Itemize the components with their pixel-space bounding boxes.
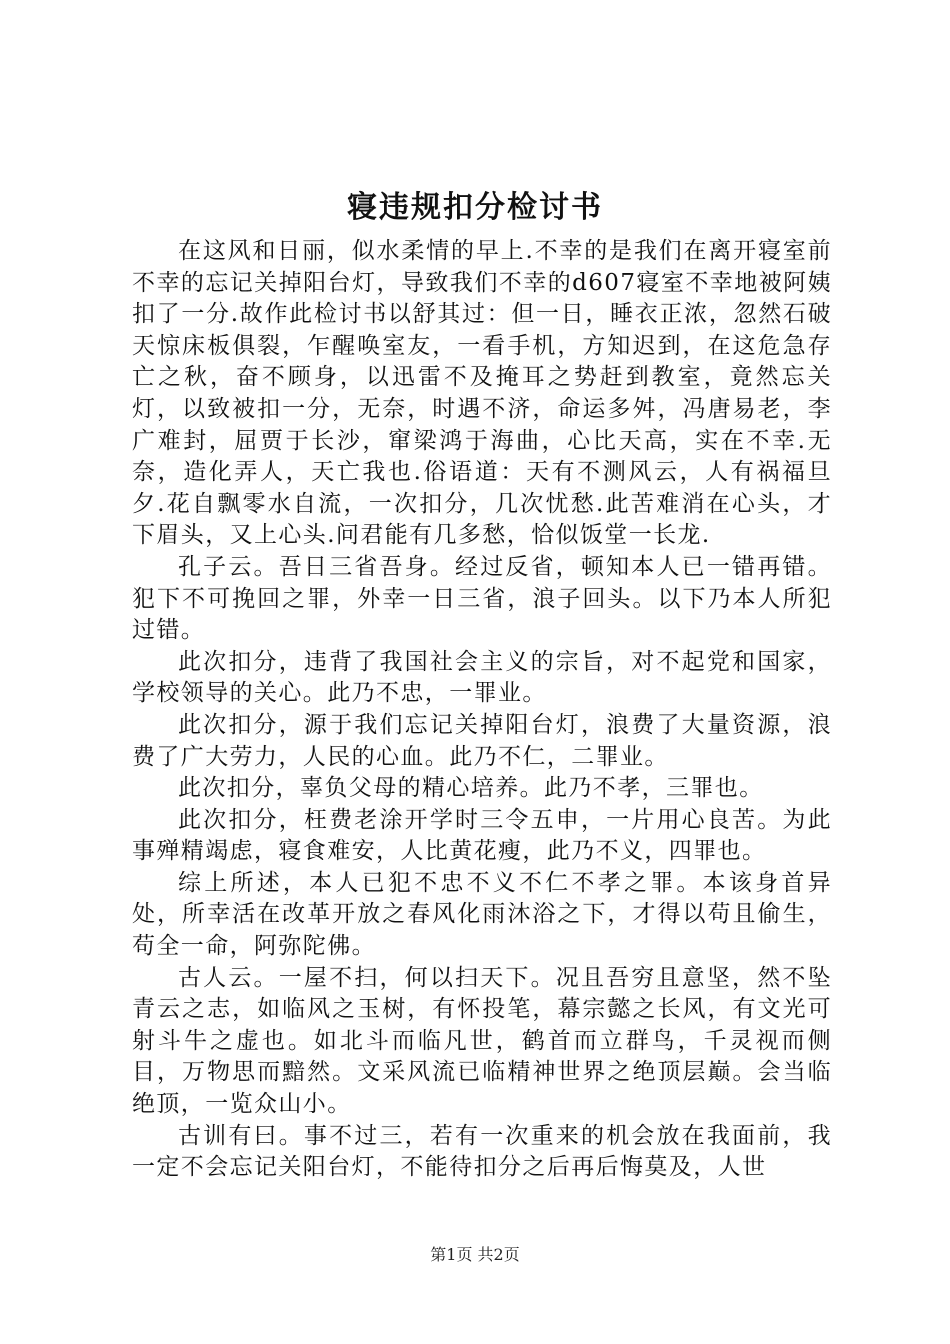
paragraph-4: 此次扣分，源于我们忘记关掉阳台灯，浪费了大量资源，浪费了广大劳力，人民的心血。此乃不仁，二罪业。 [132,711,832,770]
paragraph-6: 此次扣分，枉费老涂开学时三令五申，一片用心良苦。为此事殚精竭虑，寝食难安，人比黄花瘦，此乃不义，四罪也。 [132,806,832,865]
document-body [132,236,832,1184]
page-footer: 第1页 共2页 [430,1245,520,1264]
paragraph-2: 孔子云。吾日三省吾身。经过反省，顿知本人已一错再错。犯下不可挽回之罪，外幸一日三省，浪子回头。以下乃本人所犯过错。 [132,553,832,644]
paragraph-7: 综上所述，本人已犯不忠不义不仁不孝之罪。本该身首异处，所幸活在改革开放之春风化雨沐浴之下，才得以苟且偷生，苟全一命，阿弥陀佛。 [132,869,832,960]
paragraph-8: 古人云。一屋不扫，何以扫天下。况且吾穷且意坚，然不坠青云之志，如临风之玉树，有怀投笔，幕宗懿之长风，有文光可射斗牛之虚也。如北斗而临凡世，鹤首而立群鸟，千灵视而侧目，万物思而黯然。文采风流已临精神世界之绝顶层巅。会当临绝顶，一览众山小。 [132,964,832,1118]
paragraph-1: 在这风和日丽，似水柔情的早上.不幸的是我们在离开寝室前不幸的忘记关掉阳台灯，导致我们不幸的d607寝室不幸地被阿姨扣了一分.故作此检讨书以舒其过：但一日，睡衣正浓，忽然石破天惊床板俱裂，乍醒唤室友，一看手机，方知迟到，在这危急存亡之秋，奋不顾身，以迅雷不及掩耳之势赶到教室，竟然忘关灯，以致被扣一分，无奈，时遇不济，命运多舛，冯唐易老，李广难封，屈贾于长沙，窜梁鸿于海曲，心比天高，实在不幸.无奈，造化弄人，天亡我也.俗语道：天有不测风云，人有祸福旦夕.花自飘零水自流，一次扣分，几次忧愁.此苦难消在心头，才下眉头，又上心头.问君能有几多愁，恰似饭堂一长龙. [132,238,832,549]
paragraph-5: 此次扣分，辜负父母的精心培养。此乃不孝，三罪也。 [178,775,764,802]
paragraph-9: 古训有曰。事不过三，若有一次重来的机会放在我面前，我一定不会忘记关阳台灯，不能待扣分之后再后悔莫及，人世 [132,1122,832,1181]
paragraph-3: 此次扣分，违背了我国社会主义的宗旨，对不起党和国家，学校领导的关心。此乃不忠，一罪业。 [132,648,832,707]
document-title: 寝违规扣分检讨书 [347,190,603,225]
